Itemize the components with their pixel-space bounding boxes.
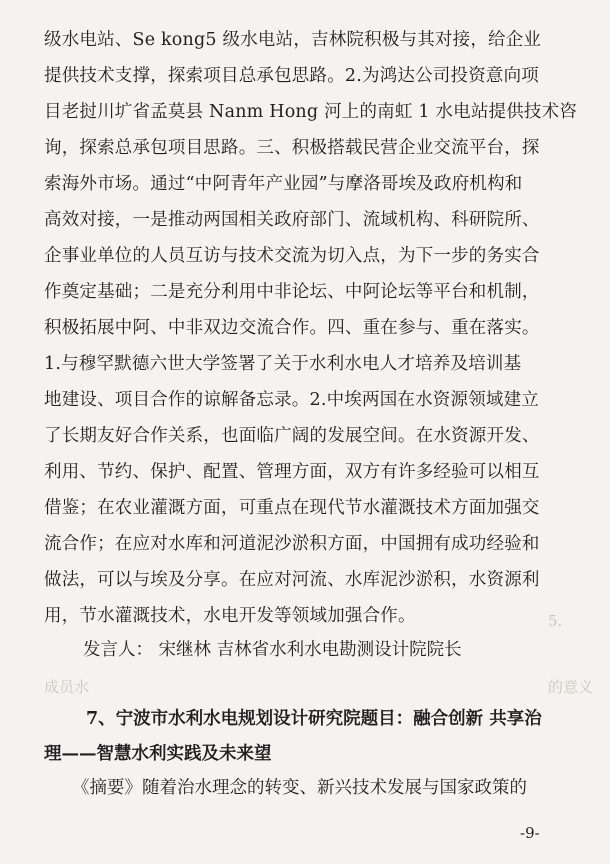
paragraph-line: 目老挝川圹省孟莫县 Nanm Hong 河上的南虹 1 水电站提供技术咨 — [44, 102, 578, 122]
paragraph-line: 用，节水灌溉技术，水电开发等领域加强合作。 — [44, 606, 416, 626]
paragraph-line: 地建设、项目合作的谅解备忘录。2.中埃两国在水资源领域建立 — [44, 390, 539, 410]
paragraph-line: 借鉴；在农业灌溉方面，可重点在现代节水灌溉技术方面加强交 — [44, 498, 540, 518]
paragraph-line: 做法，可以与埃及分享。在应对河流、水库泥沙淤积，水资源利 — [44, 570, 540, 590]
abstract-line: 《摘要》随着治水理念的转变、新兴技术发展与国家政策的 — [72, 778, 527, 798]
bleed-through-text: 的意义 — [548, 678, 594, 696]
paragraph-line: 企事业单位的人员互访与技术交流为切入点，为下一步的务实合 — [44, 246, 540, 266]
paragraph-line: 流合作；在应对水库和河道泥沙淤积方面，中国拥有成功经验和 — [44, 534, 540, 554]
paragraph-line: 高效对接，一是推动两国相关政府部门、流域机构、科研院所、 — [44, 210, 540, 230]
paragraph-line: 提供技术支撑，探索项目总承包思路。2.为鸿达公司投资意向项 — [44, 66, 539, 86]
paragraph-line: 级水电站、Se kong5 级水电站，吉林院积极与其对接，给企业 — [44, 30, 542, 50]
section-heading-continued: 理——智慧水利实践及未来望 — [44, 744, 272, 764]
paragraph-line: 询，探索总承包项目思路。三、积极搭载民营企业交流平台，探 — [44, 138, 540, 158]
paragraph-line: 积极拓展中阿、中非双边交流合作。四、重在参与、重在落实。 — [44, 318, 540, 338]
bleed-through-text: 5. — [548, 612, 563, 630]
paragraph-line: 了长期友好合作关系，也面临广阔的发展空间。在水资源开发、 — [44, 426, 540, 446]
page-number: -9- — [520, 824, 540, 842]
bleed-through-text: 成员水 — [44, 678, 90, 696]
paragraph-line: 1.与穆罕默德六世大学签署了关于水利水电人才培养及培训基 — [44, 354, 522, 374]
paragraph-line: 利用、节约、保护、配置、管理方面，双方有许多经验可以相互 — [44, 462, 540, 482]
speaker-line: 发言人： 宋继林 吉林省水利水电勘测设计院院长 — [83, 640, 462, 660]
paragraph-line: 索海外市场。通过“中阿青年产业园”与摩洛哥埃及政府机构和 — [44, 174, 523, 194]
section-heading: 7、宁波市水利水电规划设计研究院题目：融合创新 共享治 — [86, 709, 542, 729]
paragraph-line: 作奠定基础；二是充分利用中非论坛、中阿论坛等平台和机制， — [44, 282, 540, 302]
